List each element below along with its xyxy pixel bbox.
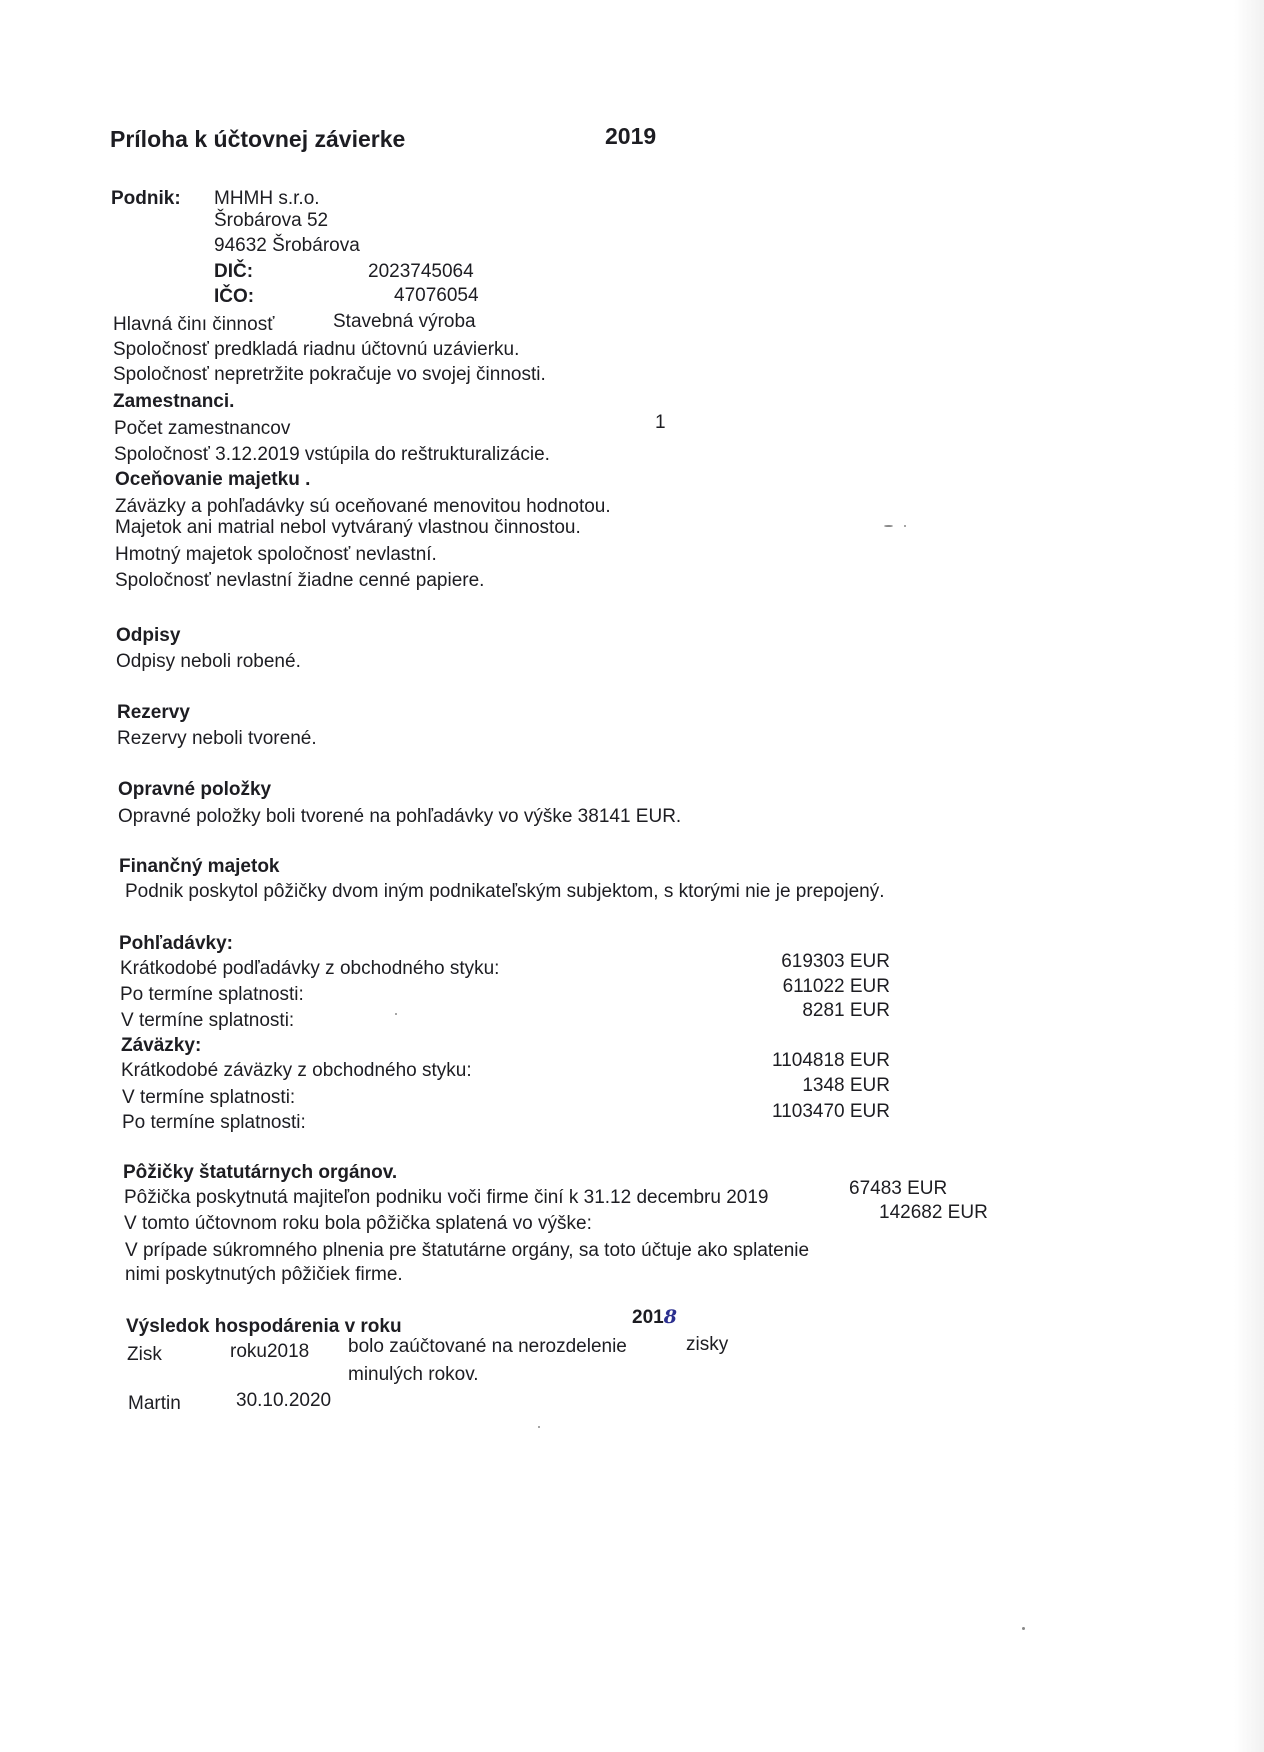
company-name: MHMH s.r.o.: [214, 188, 320, 209]
valuation-heading: Oceňovanie majetku .: [115, 469, 311, 490]
scan-speck: [395, 1013, 397, 1015]
document-year: 2019: [605, 123, 657, 149]
document-title: Príloha k účtovnej závierke: [110, 126, 406, 152]
company-city: 94632 Šrobárova: [214, 235, 360, 256]
liabilities-row-value: 1103470 EUR: [772, 1101, 890, 1122]
scan-speck: [538, 1426, 540, 1428]
liabilities-row-label: Po termíne splatnosti:: [122, 1112, 306, 1133]
depreciation-text: Odpisy neboli robené.: [116, 651, 301, 672]
company-street: Šrobárova 52: [214, 210, 329, 231]
receivables-row-label: Krátkodobé podľadávky z obchodného styku:: [120, 958, 500, 979]
loans-line-1: Pôžička poskytnutá majiteľon podniku voči firme činí k 31.12 decembru 2019: [124, 1187, 769, 1208]
valuation-line-4: Spoločnosť nevlastní žiadne cenné papiere.: [115, 570, 485, 591]
result-col-profits: zisky: [686, 1334, 729, 1355]
ico-value: 47076054: [394, 285, 479, 306]
adjustments-heading: Opravné položky: [118, 779, 272, 800]
activity-label: Hlavná činı činnosť: [113, 314, 275, 335]
loans-line-1-value: 67483 EUR: [849, 1178, 948, 1199]
valuation-line-2: Majetok ani matrial nebol vytváraný vlastnou činnostou.: [115, 517, 581, 538]
receivables-heading: Pohľadávky:: [119, 933, 233, 954]
result-year: [632, 1306, 677, 1329]
adjustments-text: Opravné položky boli tvorené na pohľadávky vo výške 38141 EUR.: [118, 806, 682, 827]
receivables-row-label: Po termíne splatnosti:: [120, 984, 304, 1005]
result-col-year: roku2018: [230, 1341, 310, 1362]
valuation-line-3: Hmotný majetok spoločnosť nevlastní.: [115, 544, 437, 565]
signature-place: Martin: [128, 1393, 181, 1414]
receivables-row-label: V termíne splatnosti:: [121, 1010, 295, 1031]
reserves-heading: Rezervy: [117, 702, 190, 723]
financial-assets-text: Podnik poskytol pôžičky dvom iným podnikateľským subjektom, s ktorými nie je prepojený.: [125, 881, 885, 902]
result-col-posting: bolo zaúčtované na nerozdelenie: [348, 1336, 627, 1357]
liabilities-row-label: Krátkodobé záväzky z obchodného styku:: [121, 1060, 472, 1081]
company-statement-1: Spoločnosť predkladá riadnu účtovnú uzávierku.: [113, 339, 520, 360]
loans-line-2: V tomto účtovnom roku bola pôžička splatená vo výške:: [124, 1213, 592, 1234]
receivables-row-value: 611022 EUR: [782, 976, 890, 997]
result-col-posting-cont: minulých rokov.: [348, 1364, 479, 1385]
signature-date: 30.10.2020: [236, 1390, 332, 1411]
liabilities-heading: Záväzky:: [121, 1035, 202, 1056]
financial-assets-heading: Finančný majetok: [119, 856, 280, 877]
employee-count-value: 1: [655, 412, 666, 433]
loans-line-3: V prípade súkromného plnenia pre štatutárne orgány, sa toto účtuje ako splatenie: [125, 1240, 810, 1261]
liabilities-row-label: V termíne splatnosti:: [122, 1087, 296, 1108]
activity-value: Stavebná výroba: [333, 311, 476, 332]
scan-speck: [884, 525, 893, 527]
liabilities-row-value: 1104818 EUR: [772, 1050, 890, 1071]
employees-heading: Zamestnanci.: [113, 391, 235, 412]
result-heading: Výsledok hospodárenia v roku: [126, 1316, 402, 1337]
valuation-line-1: Záväzky a pohľadávky sú oceňované menovitou hodnotou.: [115, 496, 611, 517]
loans-line-4: nimi poskytnutých pôžičiek firme.: [125, 1264, 403, 1285]
result-year-handwritten: 8: [663, 1306, 677, 1328]
depreciation-heading: Odpisy: [116, 625, 181, 646]
ico-label: IČO:: [214, 286, 255, 307]
dic-value: 2023745064: [368, 261, 474, 282]
scan-speck: [904, 525, 906, 527]
scan-speck: [1022, 1627, 1025, 1630]
liabilities-row-value: 1348 EUR: [802, 1075, 890, 1096]
receivables-row-value: 8281 EUR: [802, 1000, 890, 1021]
company-label: Podnik:: [111, 188, 181, 209]
receivables-row-value: 619303 EUR: [781, 951, 890, 972]
result-year-printed: 201: [632, 1307, 664, 1328]
company-statement-2: Spoločnosť nepretržite pokračuje vo svojej činnosti.: [113, 364, 546, 385]
restructuring-note: Spoločnosť 3.12.2019 vstúpila do reštrukturalizácie.: [114, 444, 550, 465]
dic-label: DIČ:: [214, 261, 254, 282]
result-col-zisk: Zisk: [127, 1344, 162, 1365]
employee-count-label: Počet zamestnancov: [114, 418, 291, 439]
reserves-text: Rezervy neboli tvorené.: [117, 728, 317, 749]
loans-heading: Pôžičky štatutárnych orgánov.: [123, 1162, 398, 1183]
page-edge-shadow: [1234, 0, 1264, 1752]
loans-line-2-value: 142682 EUR: [879, 1202, 988, 1223]
